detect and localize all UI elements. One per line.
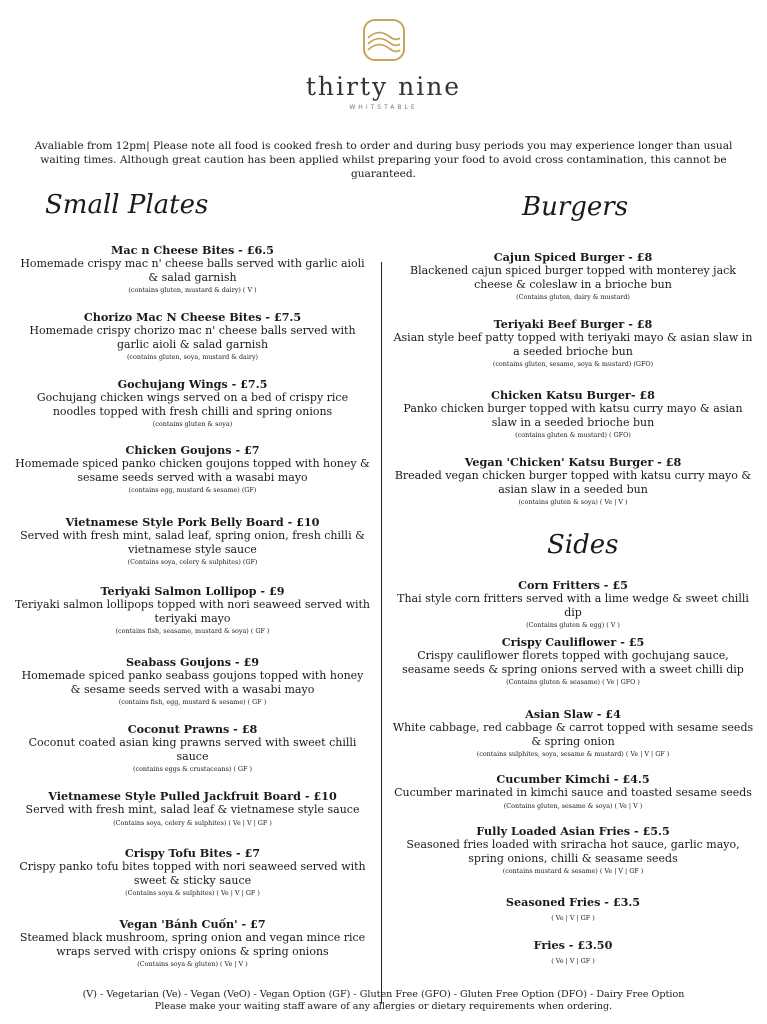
menu-item <box>15 789 370 828</box>
menu-item <box>392 250 754 302</box>
item-allergens: (contains sulphites, soya, sesame & mustard) ( Ve | V | GF ) <box>476 750 670 758</box>
item-description: White cabbage, red cabbage & carrot topped with sesame seeds & spring onion <box>392 721 754 748</box>
item-allergens: (Contains soya, celery & sulphites) ( Ve | V | GF ) <box>113 818 272 827</box>
item-description: Asian style beef patty topped with teriyaki mayo & asian slaw in a seeded brioche bun <box>393 331 753 358</box>
item-name: Vietnamese Style Pork Belly Board - £10 <box>65 515 320 529</box>
item-description: Blackened cajun spiced burger topped with monterey jack cheese & coleslaw in a brioche bun <box>410 264 736 291</box>
menu-item <box>15 515 370 567</box>
item-allergens: (Contains gluten & egg) ( V ) <box>526 621 620 629</box>
item-allergens: (contains gluten, mustard & dairy) ( V ) <box>128 286 257 294</box>
menu-item <box>15 243 370 295</box>
item-name: Cajun Spiced Burger - £8 <box>493 250 653 264</box>
menu-item <box>392 824 754 876</box>
menu-item <box>15 584 370 636</box>
item-description: Gochujang chicken wings served on a bed of crispy rice noodles topped with fresh chilli and spring onions <box>36 391 349 418</box>
item-name: Seasoned Fries - £3.5 <box>505 895 641 909</box>
item-name: Mac n Cheese Bites - £6.5 <box>111 243 274 257</box>
item-name: Vietnamese Style Pulled Jackfruit Board - £10 <box>48 789 337 803</box>
item-name: Fries - £3.50 <box>533 938 613 952</box>
menu-item <box>15 722 370 774</box>
item-description: Steamed black mushroom, spring onion and vegan mince rice wraps served with crispy onions & spring onions <box>19 931 366 958</box>
item-name: Crispy Cauliflower - £5 <box>501 635 645 649</box>
item-description: Coconut coated asian king prawns served with sweet chilli sauce <box>28 736 357 763</box>
item-allergens: (contains gluten & soya) ( Ve | V ) <box>518 498 628 506</box>
menu-item <box>15 443 370 495</box>
item-allergens: (contains gluten, soya, mustard & dairy) <box>126 353 259 361</box>
item-name: Vegan 'Bánh Cuốn' - £7 <box>119 917 266 931</box>
item-allergens: (contains gluten & soya) <box>152 420 233 428</box>
dietary-legend <box>20 989 747 1013</box>
item-description: Homemade crispy chorizo mac n' cheese balls served with garlic aioli & salad garnish <box>29 324 356 351</box>
item-name: Gochujang Wings - £7.5 <box>117 377 268 391</box>
menu-item <box>392 317 754 369</box>
menu-item <box>15 655 370 707</box>
item-description: Breaded vegan chicken burger topped with katsu curry mayo & asian slaw in a seeded bun <box>394 469 752 496</box>
item-allergens: (contains fish, egg, mustard & sesame) ( GF ) <box>118 698 267 706</box>
item-description: Served with fresh mint, salad leaf, spring onion, fresh chilli & vietnamese style sauce <box>20 529 365 556</box>
menu-item <box>392 895 754 923</box>
item-allergens: (Contains soya & gluten) ( Ve | V ) <box>137 960 248 968</box>
section-title-small-plates: Small Plates <box>45 190 209 220</box>
item-name: Fully Loaded Asian Fries - £5.5 <box>476 824 670 838</box>
item-description: Homemade spiced panko chicken goujons topped with honey & sesame seeds served with a wasabi mayo <box>15 457 370 484</box>
item-allergens: ( Ve | V | GF ) <box>551 914 595 922</box>
menu-item <box>392 455 754 507</box>
menu-item <box>392 707 754 759</box>
legend-key: (V) - Vegetarian (Ve) - Vegan (VeO) - Vegan Option (GF) - Gluten Free (GFO) - Gluten Free Option (DFO) - Dairy Free Option <box>82 989 685 1000</box>
allergy-notice: Please make your waiting staff aware of any allergies or dietary requirements when ordering. <box>154 1001 613 1012</box>
item-description: Thai style corn fritters served with a lime wedge & sweet chilli dip <box>397 592 749 619</box>
item-allergens: (contains mustard & sesame) ( Ve | V | GF ) <box>502 867 644 875</box>
item-name: Chorizo Mac N Cheese Bites - £7.5 <box>83 310 302 324</box>
brand-name: thirty nine <box>305 72 462 101</box>
item-description: Homemade spiced panko seabass goujons topped with honey & sesame seeds served with a wasabi mayo <box>21 669 364 696</box>
item-name: Cucumber Kimchi - £4.5 <box>496 772 650 786</box>
item-name: Asian Slaw - £4 <box>525 707 621 721</box>
item-name: Chicken Katsu Burger- £8 <box>491 388 655 402</box>
small-plates-section <box>15 185 370 985</box>
item-allergens: (Contains soya & sulphites) ( Ve | V | GF ) <box>125 889 260 897</box>
item-description: Cucumber marinated in kimchi sauce and toasted sesame seeds <box>394 786 752 799</box>
item-name: Coconut Prawns - £8 <box>127 722 258 736</box>
item-allergens: (contains gluten, sesame, soya & mustard) (GFO) <box>492 360 654 368</box>
item-allergens: (contains fish, seasame, mustard & soya) ( GF ) <box>115 627 270 635</box>
menu-item <box>392 635 754 687</box>
item-description: Homemade crispy mac n' cheese balls served with garlic aioli & salad garnish <box>20 257 365 284</box>
logo <box>0 18 767 66</box>
item-name: Teriyaki Beef Burger - £8 <box>493 317 653 331</box>
menu-item <box>392 388 754 440</box>
burgers-sides-section <box>392 190 754 980</box>
intro-notice: Avaliable from 12pm| Please note all food is cooked fresh to order and during busy periods you may experience longer than usual waiting times. Although great caution has been applied whilst preparing your food to avoid cross contamination, this cannot be guaranteed. <box>34 140 733 180</box>
item-description: Crispy cauliflower florets topped with gochujang sauce, seasame seeds & spring onions served with a sweet chilli dip <box>402 649 744 676</box>
menu-item <box>392 772 754 811</box>
item-allergens: (Contains soya, celery & sulphites) (GF) <box>127 558 258 566</box>
column-divider <box>381 262 382 1004</box>
item-description: Served with fresh mint, salad leaf & vietnamese style sauce <box>25 803 360 816</box>
item-name: Chicken Goujons - £7 <box>125 443 260 457</box>
item-name: Crispy Tofu Bites - £7 <box>124 846 261 860</box>
item-allergens: ( Ve | V | GF ) <box>551 957 595 965</box>
menu-item <box>15 917 370 969</box>
item-allergens: (contains gluten & mustard) ( GFO) <box>515 431 631 439</box>
item-allergens: (Contains gluten, dairy & mustard) <box>516 293 630 301</box>
menu-item <box>15 846 370 898</box>
logo-mark-icon <box>362 18 406 62</box>
menu-item <box>15 377 370 429</box>
item-description: Crispy panko tofu bites topped with nori seaweed served with sweet & sticky sauce <box>19 860 366 887</box>
menu-item <box>392 938 754 966</box>
item-allergens: (contains eggs & crustaceans) ( GF ) <box>133 765 252 773</box>
item-name: Seabass Goujons - £9 <box>125 655 260 669</box>
item-allergens: (Contains gluten, sesame & soya) ( Ve | V ) <box>503 801 643 810</box>
section-title-sides: Sides <box>547 530 619 560</box>
item-allergens: (contains egg, mustard & sesame) (GF) <box>128 486 257 494</box>
item-name: Vegan 'Chicken' Katsu Burger - £8 <box>464 455 682 469</box>
brand-location: WHITSTABLE <box>349 104 418 111</box>
item-description: Teriyaki salmon lollipops topped with nori seaweed served with teriyaki mayo <box>15 598 371 625</box>
item-description: Panko chicken burger topped with katsu curry mayo & asian slaw in a seeded brioche bun <box>403 402 743 429</box>
item-name: Teriyaki Salmon Lollipop - £9 <box>100 584 285 598</box>
menu-item <box>392 578 754 630</box>
item-description: Seasoned fries loaded with sriracha hot sauce, garlic mayo, spring onions, chilli & seasame seeds <box>406 838 740 865</box>
section-title-burgers: Burgers <box>522 192 629 222</box>
item-name: Corn Fritters - £5 <box>518 578 628 592</box>
item-allergens: (Contains gluten & seasame) ( Ve | GFO ) <box>506 678 640 686</box>
menu-item <box>15 310 370 362</box>
